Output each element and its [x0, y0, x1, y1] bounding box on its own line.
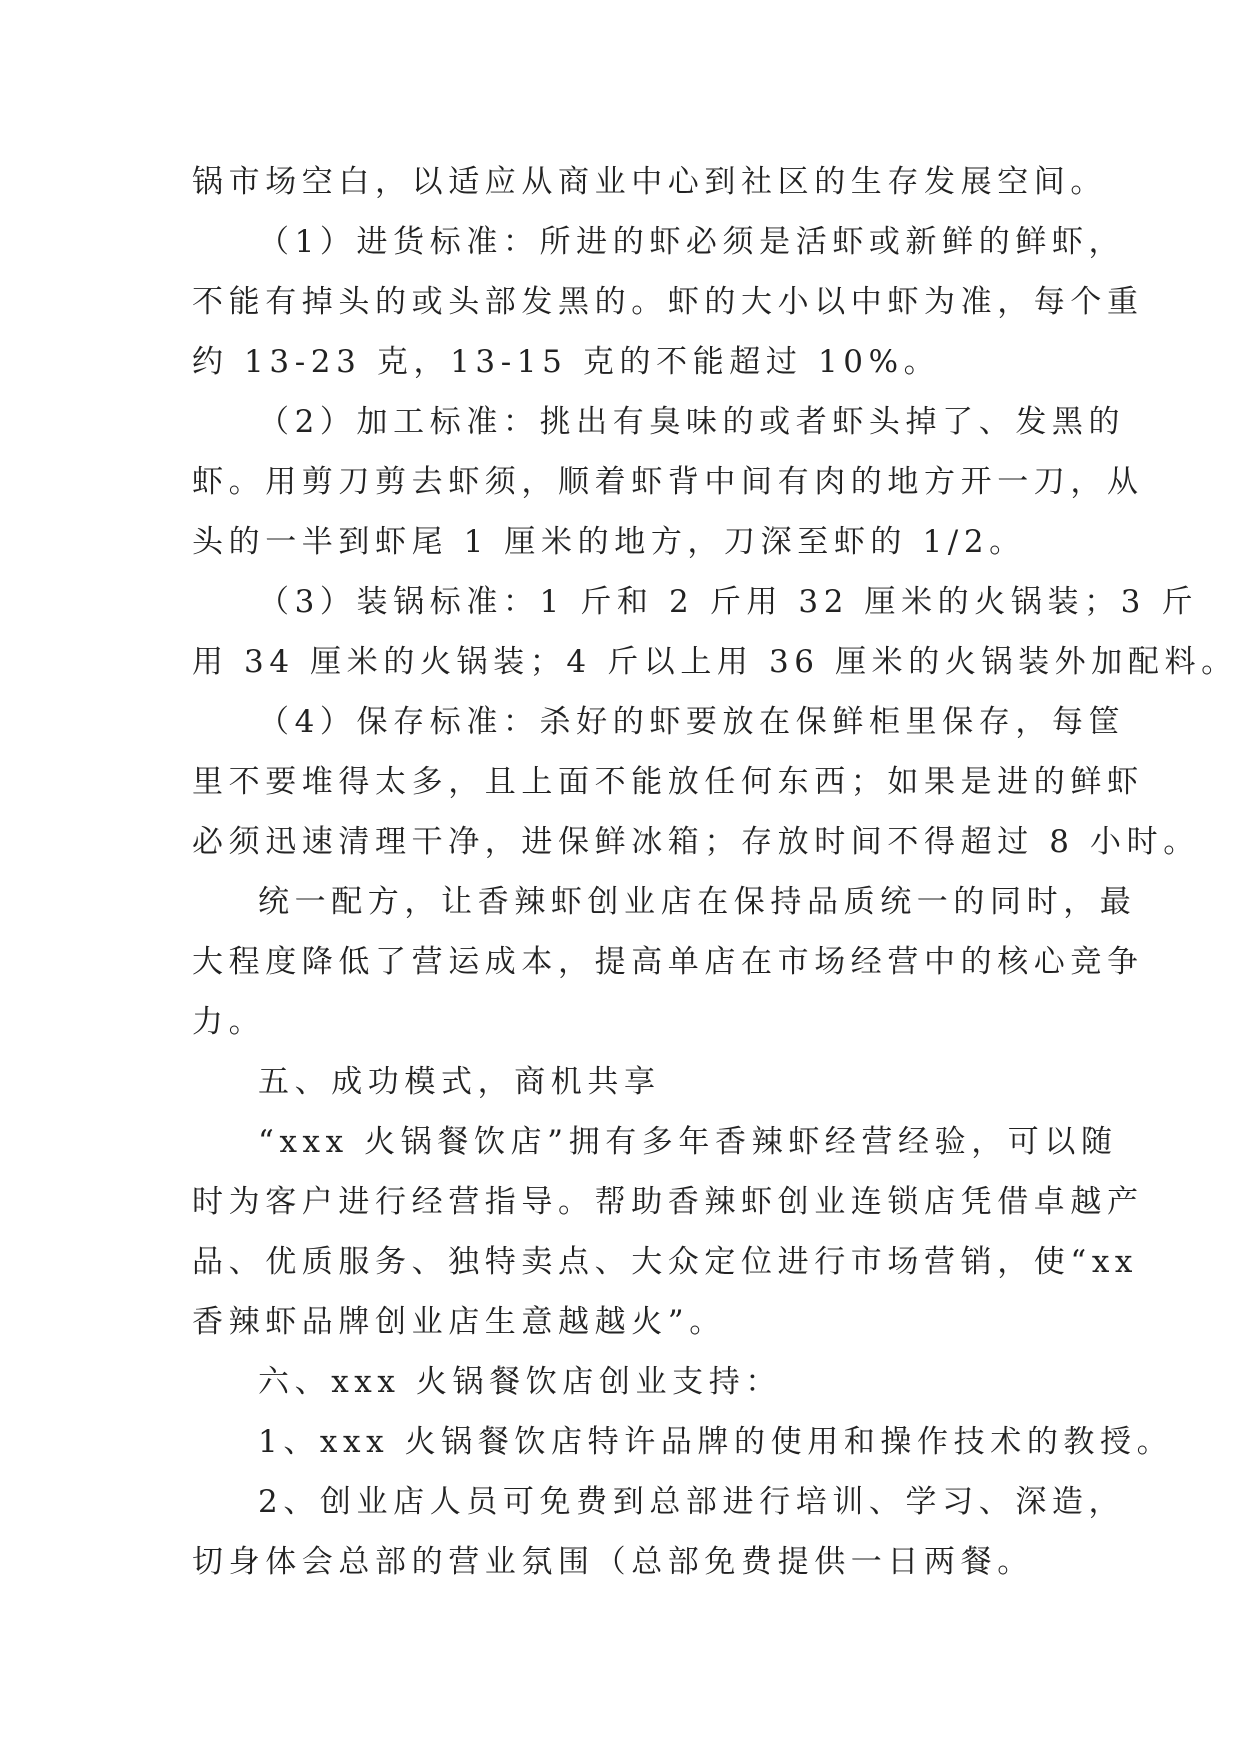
text-line: 里不要堆得太多，且上面不能放任何东西；如果是进的鲜虾	[192, 764, 1144, 800]
text-line: （4）保存标准：杀好的虾要放在保鲜柜里保存，每筐	[258, 704, 1126, 740]
text-line: 大程度降低了营运成本，提高单店在市场经营中的核心竞争	[192, 944, 1144, 980]
text-line: 时为客户进行经营指导。帮助香辣虾创业连锁店凭借卓越产	[192, 1184, 1144, 1220]
text-line: 统一配方，让香辣虾创业店在保持品质统一的同时，最	[258, 884, 1137, 920]
text-line: 香辣虾品牌创业店生意越越火”。	[192, 1304, 726, 1340]
text-line: （2）加工标准：挑出有臭味的或者虾头掉了、发黑的	[258, 404, 1126, 440]
text-line: 锅市场空白，以适应从商业中心到社区的生存发展空间。	[192, 164, 1107, 200]
list-item: 2、创业店人员可免费到总部进行培训、学习、深造，	[258, 1484, 1126, 1520]
text-line: 品、优质服务、独特卖点、大众定位进行市场营销，使“xx	[192, 1244, 1139, 1280]
list-item: 1、xxx 火锅餐饮店特许品牌的使用和操作技术的教授。	[258, 1424, 1174, 1460]
text-line: 不能有掉头的或头部发黑的。虾的大小以中虾为准，每个重	[192, 284, 1144, 320]
text-line: 用 34 厘米的火锅装；4 斤以上用 36 厘米的火锅装外加配料。	[192, 644, 1238, 680]
text-line: 力。	[192, 1004, 266, 1040]
text-line: （1）进货标准：所进的虾必须是活虾或新鲜的鲜虾，	[258, 224, 1126, 260]
text-line: 必须迅速清理干净，进保鲜冰箱；存放时间不得超过 8 小时。	[192, 824, 1200, 860]
section-heading: 五、成功模式，商机共享	[258, 1064, 661, 1100]
text-line: （3）装锅标准：1 斤和 2 斤用 32 厘米的火锅装；3 斤	[258, 584, 1199, 620]
text-line: 约 13-23 克，13-15 克的不能超过 10%。	[192, 344, 941, 380]
document-body	[192, 152, 1238, 1592]
text-line: 切身体会总部的营业氛围（总部免费提供一日两餐。	[192, 1544, 1034, 1580]
section-heading: 六、xxx 火锅餐饮店创业支持：	[258, 1364, 782, 1400]
text-line: “xxx 火锅餐饮店”拥有多年香辣虾经营经验，可以随	[258, 1124, 1118, 1160]
text-line: 头的一半到虾尾 1 厘米的地方，刀深至虾的 1/2。	[192, 524, 1026, 560]
text-line: 虾。用剪刀剪去虾须，顺着虾背中间有肉的地方开一刀，从	[192, 464, 1144, 500]
